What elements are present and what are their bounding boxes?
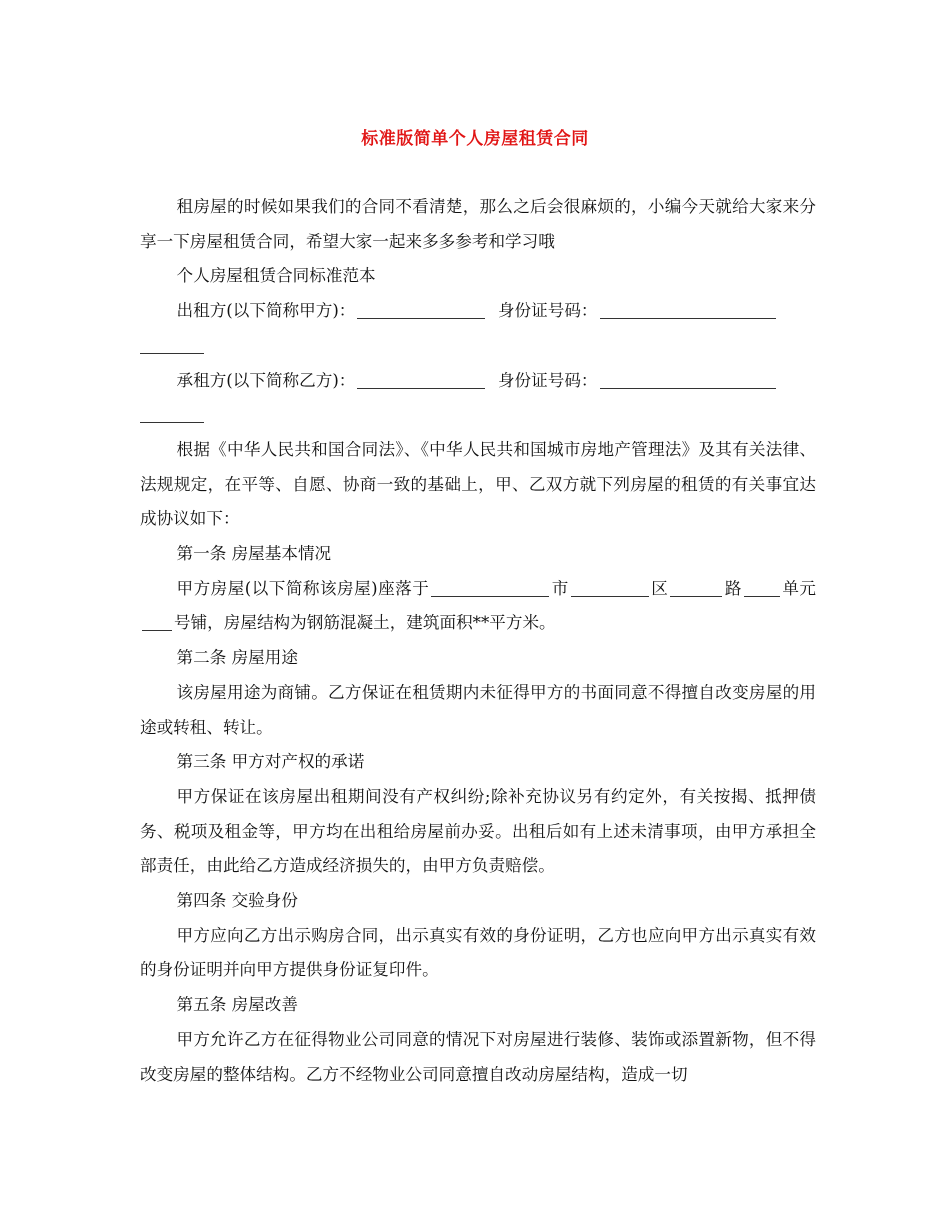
article-3-title: 第三条 甲方对产权的承诺 xyxy=(176,752,365,772)
lessor-id-label: 身份证号码： xyxy=(497,301,598,321)
intro-line-2: 大家来分享一下房屋租赁合同，希望大家一起来多多参考和学习哦 xyxy=(140,197,817,251)
intro-paragraph xyxy=(140,190,816,259)
article-1-text xyxy=(140,572,816,641)
lessor-label: 出租方(以下简称甲方)： xyxy=(176,301,356,321)
article-5-text: 甲方允许乙方在征得物业公司同意的情况下对房屋进行装修、装饰或添置新物，但不得改变房屋的整体结构。乙方不经物业公司同意擅自改动房屋结构，造成一切 xyxy=(140,1029,816,1084)
lessor-line xyxy=(140,294,816,329)
art1-city: 市 xyxy=(551,578,569,598)
lessor-id-blank xyxy=(600,302,776,320)
document-body xyxy=(140,190,816,1092)
lessee-id-blank-tail xyxy=(140,406,204,424)
document-title: 标准版简单个人房屋租赁合同 xyxy=(361,129,589,149)
lessee-line xyxy=(140,364,816,399)
article-3-text: 甲方保证在该房屋出租期间没有产权纠纷;除补充协议另有约定外，有关按揭、抵押债务、税项及租金等，甲方均在出租给房屋前办妥。出租后如有上述未清事项，由甲方承担全部责任，由此给乙方造成经济损失的，由甲方负责赔偿。 xyxy=(140,786,816,876)
article-2-title: 第二条 房屋用途 xyxy=(176,648,298,668)
article-4-title: 第四条 交验身份 xyxy=(176,891,298,911)
art1-district: 区 xyxy=(650,578,669,598)
lessee-id-label: 身份证号码： xyxy=(497,370,598,390)
article-2-text: 该房屋用途为商铺。乙方保证在租赁期内未征得甲方的书面同意不得擅自改变房屋的用途或转租、转让。 xyxy=(140,682,816,737)
lessor-id-blank-continued xyxy=(140,329,816,364)
lessee-id-blank xyxy=(600,371,776,389)
road-blank xyxy=(670,579,722,597)
district-blank xyxy=(571,579,649,597)
shop-number-blank xyxy=(142,614,172,632)
city-blank xyxy=(431,579,549,597)
art1-tail: 号铺，房屋结构为钢筋混凝土，建筑面积**平方米。 xyxy=(174,613,556,633)
lessor-id-blank-tail xyxy=(140,336,204,354)
article-1-title: 第一条 房屋基本情况 xyxy=(176,544,332,563)
intro-line-1: 租房屋的时候如果我们的合同不看清楚，那么之后会很麻烦的，小编今天就给 xyxy=(176,197,749,216)
contract-subtitle: 个人房屋租赁合同标准范本 xyxy=(176,266,376,286)
lessee-name-blank xyxy=(357,371,485,389)
unit-blank xyxy=(744,579,780,597)
lessee-id-blank-continued xyxy=(140,398,816,433)
article-4-text: 甲方应向乙方出示购房合同，出示真实有效的身份证明，乙方也应向甲方出示真实有效的身份证明并向甲方提供身份证复印件。 xyxy=(140,925,816,980)
art1-location-label: 甲方房屋(以下简称该房屋)座落于 xyxy=(176,578,430,598)
article-5-title: 第五条 房屋改善 xyxy=(176,995,298,1015)
lessor-name-blank xyxy=(357,302,485,320)
art1-road: 路 xyxy=(724,578,742,598)
preamble-paragraph: 根据《中华人民共和国合同法》、《中华人民共和国城市房地产管理法》及其有关法律、法规规定，在平等、自愿、协商一致的基础上，甲、乙双方就下列房屋的租赁的有关事宜达成协议如下： xyxy=(140,439,816,529)
art1-unit: 单元 xyxy=(781,578,816,598)
lessee-label: 承租方(以下简称乙方)： xyxy=(176,370,356,390)
